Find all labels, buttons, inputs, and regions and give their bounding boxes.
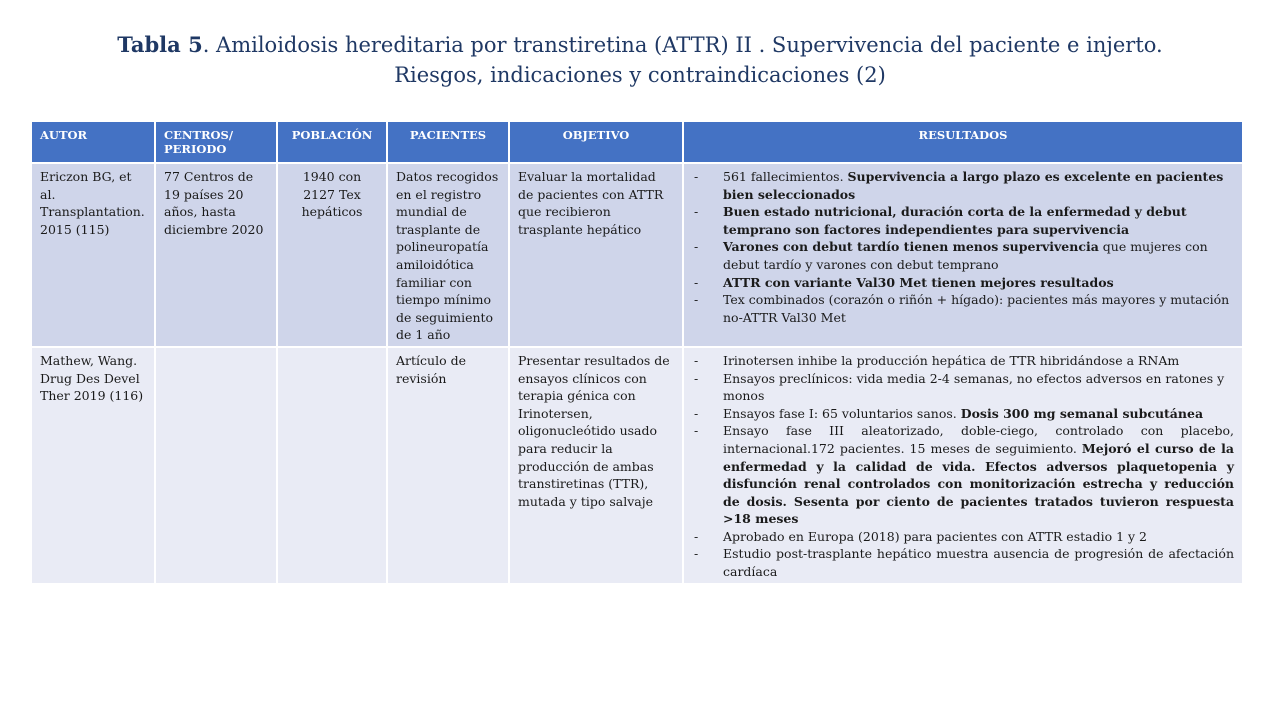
cell-pacientes: Datos recogidos en el registro mundial de trasplante de polineuropatía amiloidótica familiar con tiempo mínimo de seguimiento de 1 año xyxy=(387,163,509,347)
list-item: - Varones con debut tardío tienen menos supervivencia que mujeres con debut tardío y varones con debut temprano xyxy=(692,238,1234,273)
header-resultados: RESULTADOS xyxy=(683,121,1243,163)
cell-poblacion xyxy=(277,347,387,584)
cell-autor: Ericzon BG, et al. Transplantation. 2015 (115) xyxy=(31,163,155,347)
list-item: - Irinotersen inhibe la producción hepática de TTR hibridándose a RNAm xyxy=(692,352,1234,370)
list-item: - Ensayos preclínicos: vida media 2-4 semanas, no efectos adversos en ratones y monos xyxy=(692,370,1234,405)
cell-poblacion: 1940 con 2127 Tex hepáticos xyxy=(277,163,387,347)
cell-objetivo: Evaluar la mortalidad de pacientes con ATTR que recibieron trasplante hepático xyxy=(509,163,683,347)
cell-centros xyxy=(155,347,277,584)
page-title xyxy=(0,30,1280,90)
table-row xyxy=(31,163,1243,347)
header-pacientes: PACIENTES xyxy=(387,121,509,163)
header-centros: CENTROS/ PERIODO xyxy=(155,121,277,163)
cell-objetivo: Presentar resultados de ensayos clínicos con terapia génica con Irinotersen, oligonucleótido usado para reducir la producción de ambas transtiretinas (TTR), mutada y tipo salvaje xyxy=(509,347,683,584)
title-text: . Amiloidosis hereditaria por transtiretina (ATTR) II . Supervivencia del paciente e injerto. xyxy=(202,33,1163,57)
results-table xyxy=(30,120,1244,585)
list-item: - 561 fallecimientos. Supervivencia a largo plazo es excelente en pacientes bien seleccionados xyxy=(692,168,1234,203)
cell-centros: 77 Centros de 19 países 20 años, hasta diciembre 2020 xyxy=(155,163,277,347)
results-list xyxy=(692,168,1234,326)
list-item: - ATTR con variante Val30 Met tienen mejores resultados xyxy=(692,274,1234,292)
list-item: - Buen estado nutricional, duración corta de la enfermedad y debut temprano son factores independientes para supervivencia xyxy=(692,203,1234,238)
header-poblacion: POBLACIÓN xyxy=(277,121,387,163)
header-objetivo: OBJETIVO xyxy=(509,121,683,163)
list-item: - Ensayo fase III aleatorizado, doble-ciego, controlado con placebo, internacional.172 pacientes. 15 meses de seguimiento. Mejoró el curso de la enfermedad y la calidad de vida. Efectos adversos plaquetopenia y disfunción renal controlados con monitorización estrecha y reducción de dosis. Sesenta por ciento de pacientes tratados tuvieron respuesta >18 meses xyxy=(692,422,1234,528)
cell-resultados xyxy=(683,163,1243,347)
title-line-1 xyxy=(0,30,1280,60)
table-label: Tabla 5 xyxy=(117,32,203,57)
list-item: - Estudio post-trasplante hepático muestra ausencia de progresión de afectación cardíaca xyxy=(692,545,1234,580)
header-autor: AUTOR xyxy=(31,121,155,163)
header-row xyxy=(31,121,1243,163)
results-list xyxy=(692,352,1234,581)
title-line-2: Riesgos, indicaciones y contraindicaciones (2) xyxy=(394,63,886,87)
table-row xyxy=(31,347,1243,584)
list-item: - Ensayos fase I: 65 voluntarios sanos. Dosis 300 mg semanal subcutánea xyxy=(692,405,1234,423)
list-item: - Aprobado en Europa (2018) para pacientes con ATTR estadio 1 y 2 xyxy=(692,528,1234,546)
cell-pacientes: Artículo de revisión xyxy=(387,347,509,584)
list-item: - Tex combinados (corazón o riñón + hígado): pacientes más mayores y mutación no-ATTR Val30 Met xyxy=(692,291,1234,326)
cell-resultados xyxy=(683,347,1243,584)
cell-autor: Mathew, Wang. Drug Des Devel Ther 2019 (116) xyxy=(31,347,155,584)
